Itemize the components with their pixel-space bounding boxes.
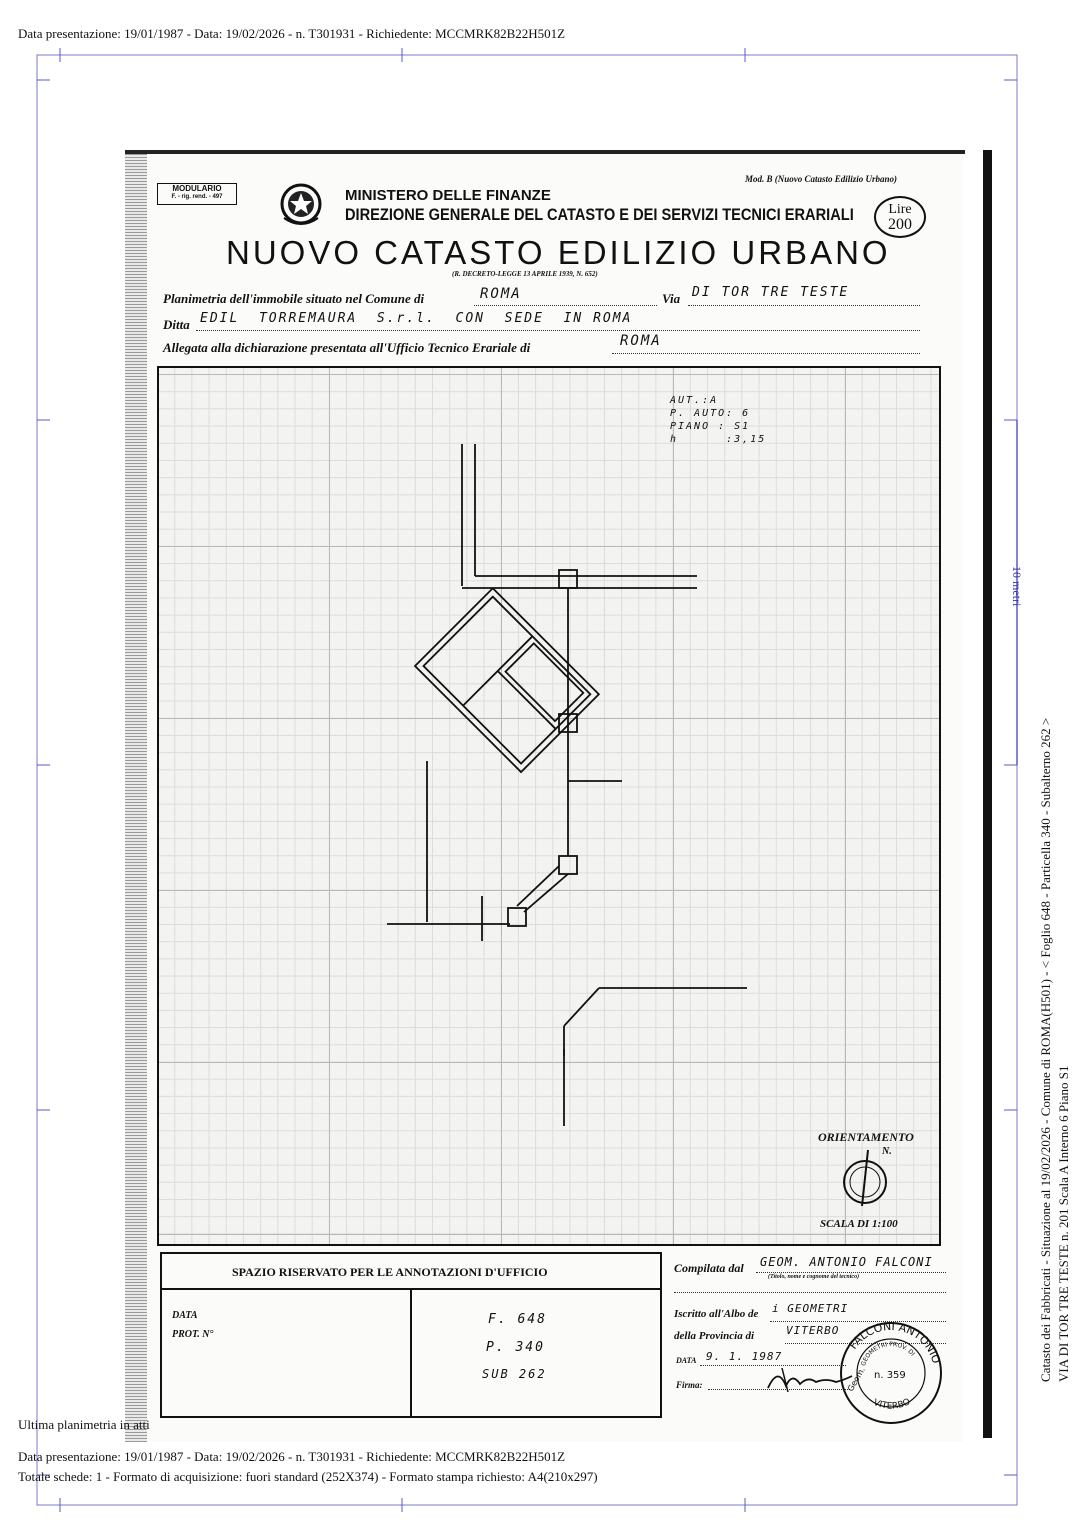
stamp-lire: Lire bbox=[888, 202, 912, 217]
compiler-subnote: (Titolo, nome e cognome del tecnico) bbox=[768, 1274, 860, 1280]
office-prot-label: PROT. N° bbox=[172, 1329, 214, 1340]
office-data-label: DATA bbox=[172, 1310, 198, 1321]
sheet-right-border bbox=[983, 150, 992, 1438]
office-foglio: F. 648 bbox=[488, 1312, 547, 1327]
pillar bbox=[508, 908, 526, 926]
compiler-label: Compilata dal bbox=[674, 1261, 744, 1275]
north-label: N. bbox=[882, 1146, 892, 1157]
via-label: Via bbox=[662, 291, 681, 306]
seal-name: FALCONI ANTONIO bbox=[846, 1319, 943, 1366]
ditta-value: EDIL TORREMAURA S.r.l. CON SEDE IN ROMA bbox=[200, 311, 633, 326]
stamp-duty-badge bbox=[874, 196, 926, 238]
side-text-cadastre: Catasto dei Fabbricati - Situazione al 19/02/2026 - Comune di ROMA(H501) - < Foglio 648 - Particella 340 - Subalterno 262 > bbox=[1038, 717, 1053, 1382]
seal-geom: Geom. bbox=[845, 1365, 867, 1393]
pillar bbox=[559, 570, 577, 588]
plan-note-aut: AUT.:A bbox=[670, 395, 719, 406]
side-text-address: VIA DI TOR TRE TESTE n. 201 Scala A Interno 6 Piano S1 bbox=[1056, 1065, 1071, 1382]
last-plan-note: Ultima planimetria in atti bbox=[18, 1417, 150, 1432]
model-code: Mod. B (Nuovo Catasto Edilizio Urbano) bbox=[745, 174, 898, 184]
ministry-name: MINISTERO DELLE FINANZE bbox=[345, 187, 551, 204]
footer-line-2: Totale schede: 1 - Formato di acquisizione: fuori standard (252X374) - Formato stampa richiesto: A4(210x297) bbox=[18, 1469, 598, 1484]
decree-reference: (R. DECRETO-LEGGE 13 APRILE 1939, N. 652) bbox=[452, 270, 598, 278]
albo-label: Iscritto all'Albo de bbox=[674, 1308, 759, 1320]
provincia-value: VITERBO bbox=[786, 1324, 840, 1337]
footer-line-1: Data presentazione: 19/01/1987 - Data: 19/02/2026 - n. T301931 - Richiedente: MCCMRK82B22H501Z bbox=[18, 1449, 566, 1464]
office-annotations-title: SPAZIO RISERVATO PER LE ANNOTAZIONI D'UFFICIO bbox=[232, 1265, 548, 1279]
orientation-label: ORIENTAMENTO bbox=[818, 1130, 914, 1144]
seal-number: n. 359 bbox=[874, 1370, 906, 1381]
italian-emblem-icon bbox=[276, 178, 326, 230]
pillar bbox=[559, 856, 577, 874]
compiler-name: GEOM. ANTONIO FALCONI bbox=[760, 1255, 933, 1269]
modulario-box bbox=[157, 183, 237, 205]
plan-note-piano: PIANO : S1 bbox=[670, 421, 751, 432]
plan-notes bbox=[670, 394, 766, 446]
floor-plan-drawing bbox=[157, 366, 941, 1246]
allegata-label: Allegata alla dichiarazione presentata all'Ufficio Tecnico Erariale di bbox=[163, 340, 531, 355]
plan-note-posto-auto: P. AUTO: 6 bbox=[670, 408, 751, 419]
compiler-date-label: DATA bbox=[676, 1356, 697, 1365]
scan-edge bbox=[125, 150, 147, 1442]
comune-value: ROMA bbox=[480, 286, 522, 302]
seal-role: GEOMETRI PROV. DI bbox=[860, 1340, 916, 1367]
modulario-code: F. - rig. rend. - 497 bbox=[171, 194, 223, 200]
ufficio-value: ROMA bbox=[620, 333, 662, 349]
signature-label: Firma: bbox=[676, 1380, 703, 1390]
stamp-value: 200 bbox=[888, 216, 912, 233]
form-title: NUOVO CATASTO EDILIZIO URBANO bbox=[226, 234, 891, 271]
direction-name: DIREZIONE GENERALE DEL CATASTO E DEI SERVIZI TECNICI ERARIALI bbox=[345, 205, 854, 224]
plan-note-height: h :3,15 bbox=[670, 434, 767, 445]
compiler-date-value: 9. 1. 1987 bbox=[706, 1350, 783, 1363]
office-subalterno: SUB 262 bbox=[482, 1367, 547, 1381]
seal-city: VITERBO bbox=[871, 1397, 913, 1412]
via-value: DI TOR TRE TESTE bbox=[692, 285, 850, 300]
sheet-top-border bbox=[125, 150, 965, 154]
scale-bar-label: 10 metri bbox=[1010, 566, 1024, 607]
document-header: Data presentazione: 19/01/1987 - Data: 19/02/2026 - n. T301931 - Richiedente: MCCMRK82B22H501Z bbox=[18, 26, 566, 41]
north-arrow-icon bbox=[840, 1148, 890, 1208]
albo-value: i GEOMETRI bbox=[772, 1302, 849, 1315]
office-particella: P. 340 bbox=[486, 1340, 545, 1355]
modulario-label: MODULARIO bbox=[172, 184, 222, 193]
professional-seal-icon bbox=[836, 1318, 946, 1428]
plan-scale: SCALA DI 1:100 bbox=[820, 1218, 898, 1230]
provincia-label: della Provincia di bbox=[674, 1330, 755, 1342]
ditta-label: Ditta bbox=[163, 317, 190, 332]
planimetria-label: Planimetria dell'immobile situato nel Comune di bbox=[163, 291, 425, 306]
